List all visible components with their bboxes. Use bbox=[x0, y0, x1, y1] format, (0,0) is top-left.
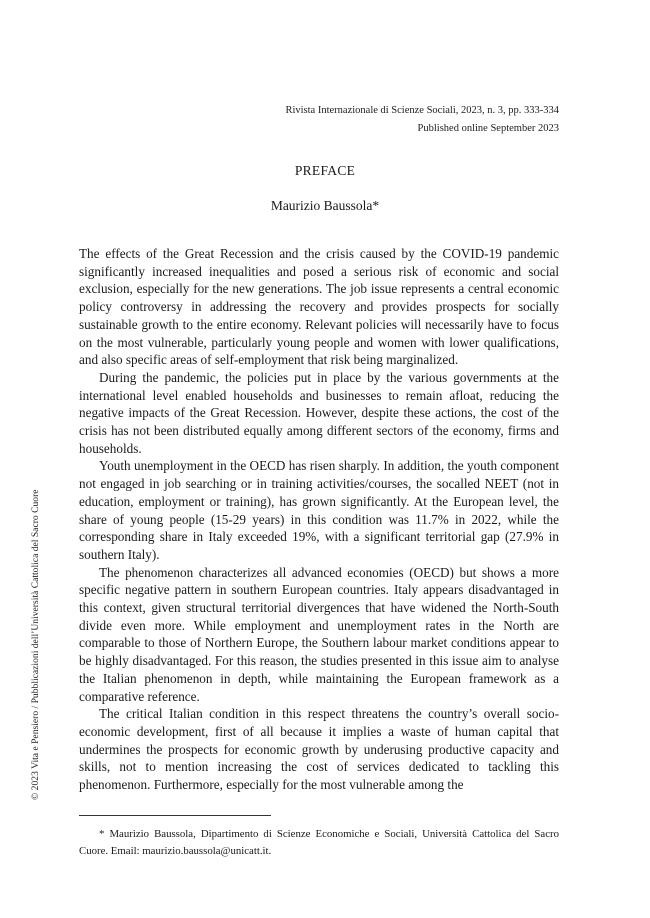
journal-header bbox=[285, 102, 559, 138]
copyright-notice: © 2023 Vita e Pensiero / Pubblicazioni dell’Università Cattolica del Sacro Cuore bbox=[30, 489, 41, 800]
publication-date: Published online September 2023 bbox=[417, 123, 559, 134]
article-author: Maurizio Baussola* bbox=[270, 198, 380, 213]
copyright-sidebar bbox=[30, 460, 50, 800]
footnote-divider bbox=[79, 815, 271, 816]
paragraph-5: The critical Italian condition in this respect threatens the country’s overall socio-economic development, first of all because it implies a waste of human capital that undermines the prospects for economic growth by underusing productive capacity and skills, not to mention increasing the cost of services dedicated to tackling this phenomenon. Furthermore, especially for the most vulnerable among the bbox=[79, 706, 559, 793]
journal-citation: Rivista Internazionale di Scienze Sociali, 2023, n. 3, pp. 333-334 bbox=[285, 105, 559, 116]
paragraph-1: The effects of the Great Recession and the crisis caused by the COVID-19 pandemic significantly increased inequalities and posed a serious risk of economic and social exclusion, especially for the new generations. The job issue represents a central economic policy controversy in addressing the recovery and provides prospects for socially sustainable growth to the entire economy. Relevant policies will necessarily have to focus on the most vulnerable, particularly young people and women with lower qualifications, and also specific areas of self-employment that risk being marginalized. bbox=[79, 246, 559, 368]
paragraph-4: The phenomenon characterizes all advanced economies (OECD) but shows a more specific negative pattern in southern European countries. Italy appears disadvantaged in this context, given structural territorial divergences that have widened the North-South divide even more. While employment and unemployment rates in the North are comparable to those of Northern Europe, the Southern labour market conditions appear to be highly disadvantaged. For this reason, the studies presented in this issue aim to analyse the Italian phenomenon in depth, while maintaining the European framework as a comparative reference. bbox=[79, 564, 559, 704]
paragraph-3: Youth unemployment in the OECD has risen sharply. In addition, the youth component not engaged in job searching or in training activities/courses, the socalled NEET (not in education, employment or training), has grown significantly. At the European level, the share of young people (15-29 years) in this condition was 11.7% in 2022, while the corresponding share in Italy exceeded 19%, with a significant territorial gap (27.9% in southern Italy). bbox=[79, 458, 559, 562]
paragraph-2: During the pandemic, the policies put in place by the various governments at the international level enabled households and businesses to remain afloat, reducing the negative impacts of the Great Recession. However, despite these actions, the cost of the crisis has not been distributed equally among different sectors of the economy, firms and households. bbox=[79, 369, 559, 456]
article-body bbox=[79, 245, 559, 794]
article-title: PREFACE bbox=[294, 163, 356, 178]
author-footnote: * Maurizio Baussola, Dipartimento di Scienze Economiche e Sociali, Università Cattolica del Sacro Cuore. Email: maurizio.baussola@unicatt.it. bbox=[79, 828, 559, 857]
